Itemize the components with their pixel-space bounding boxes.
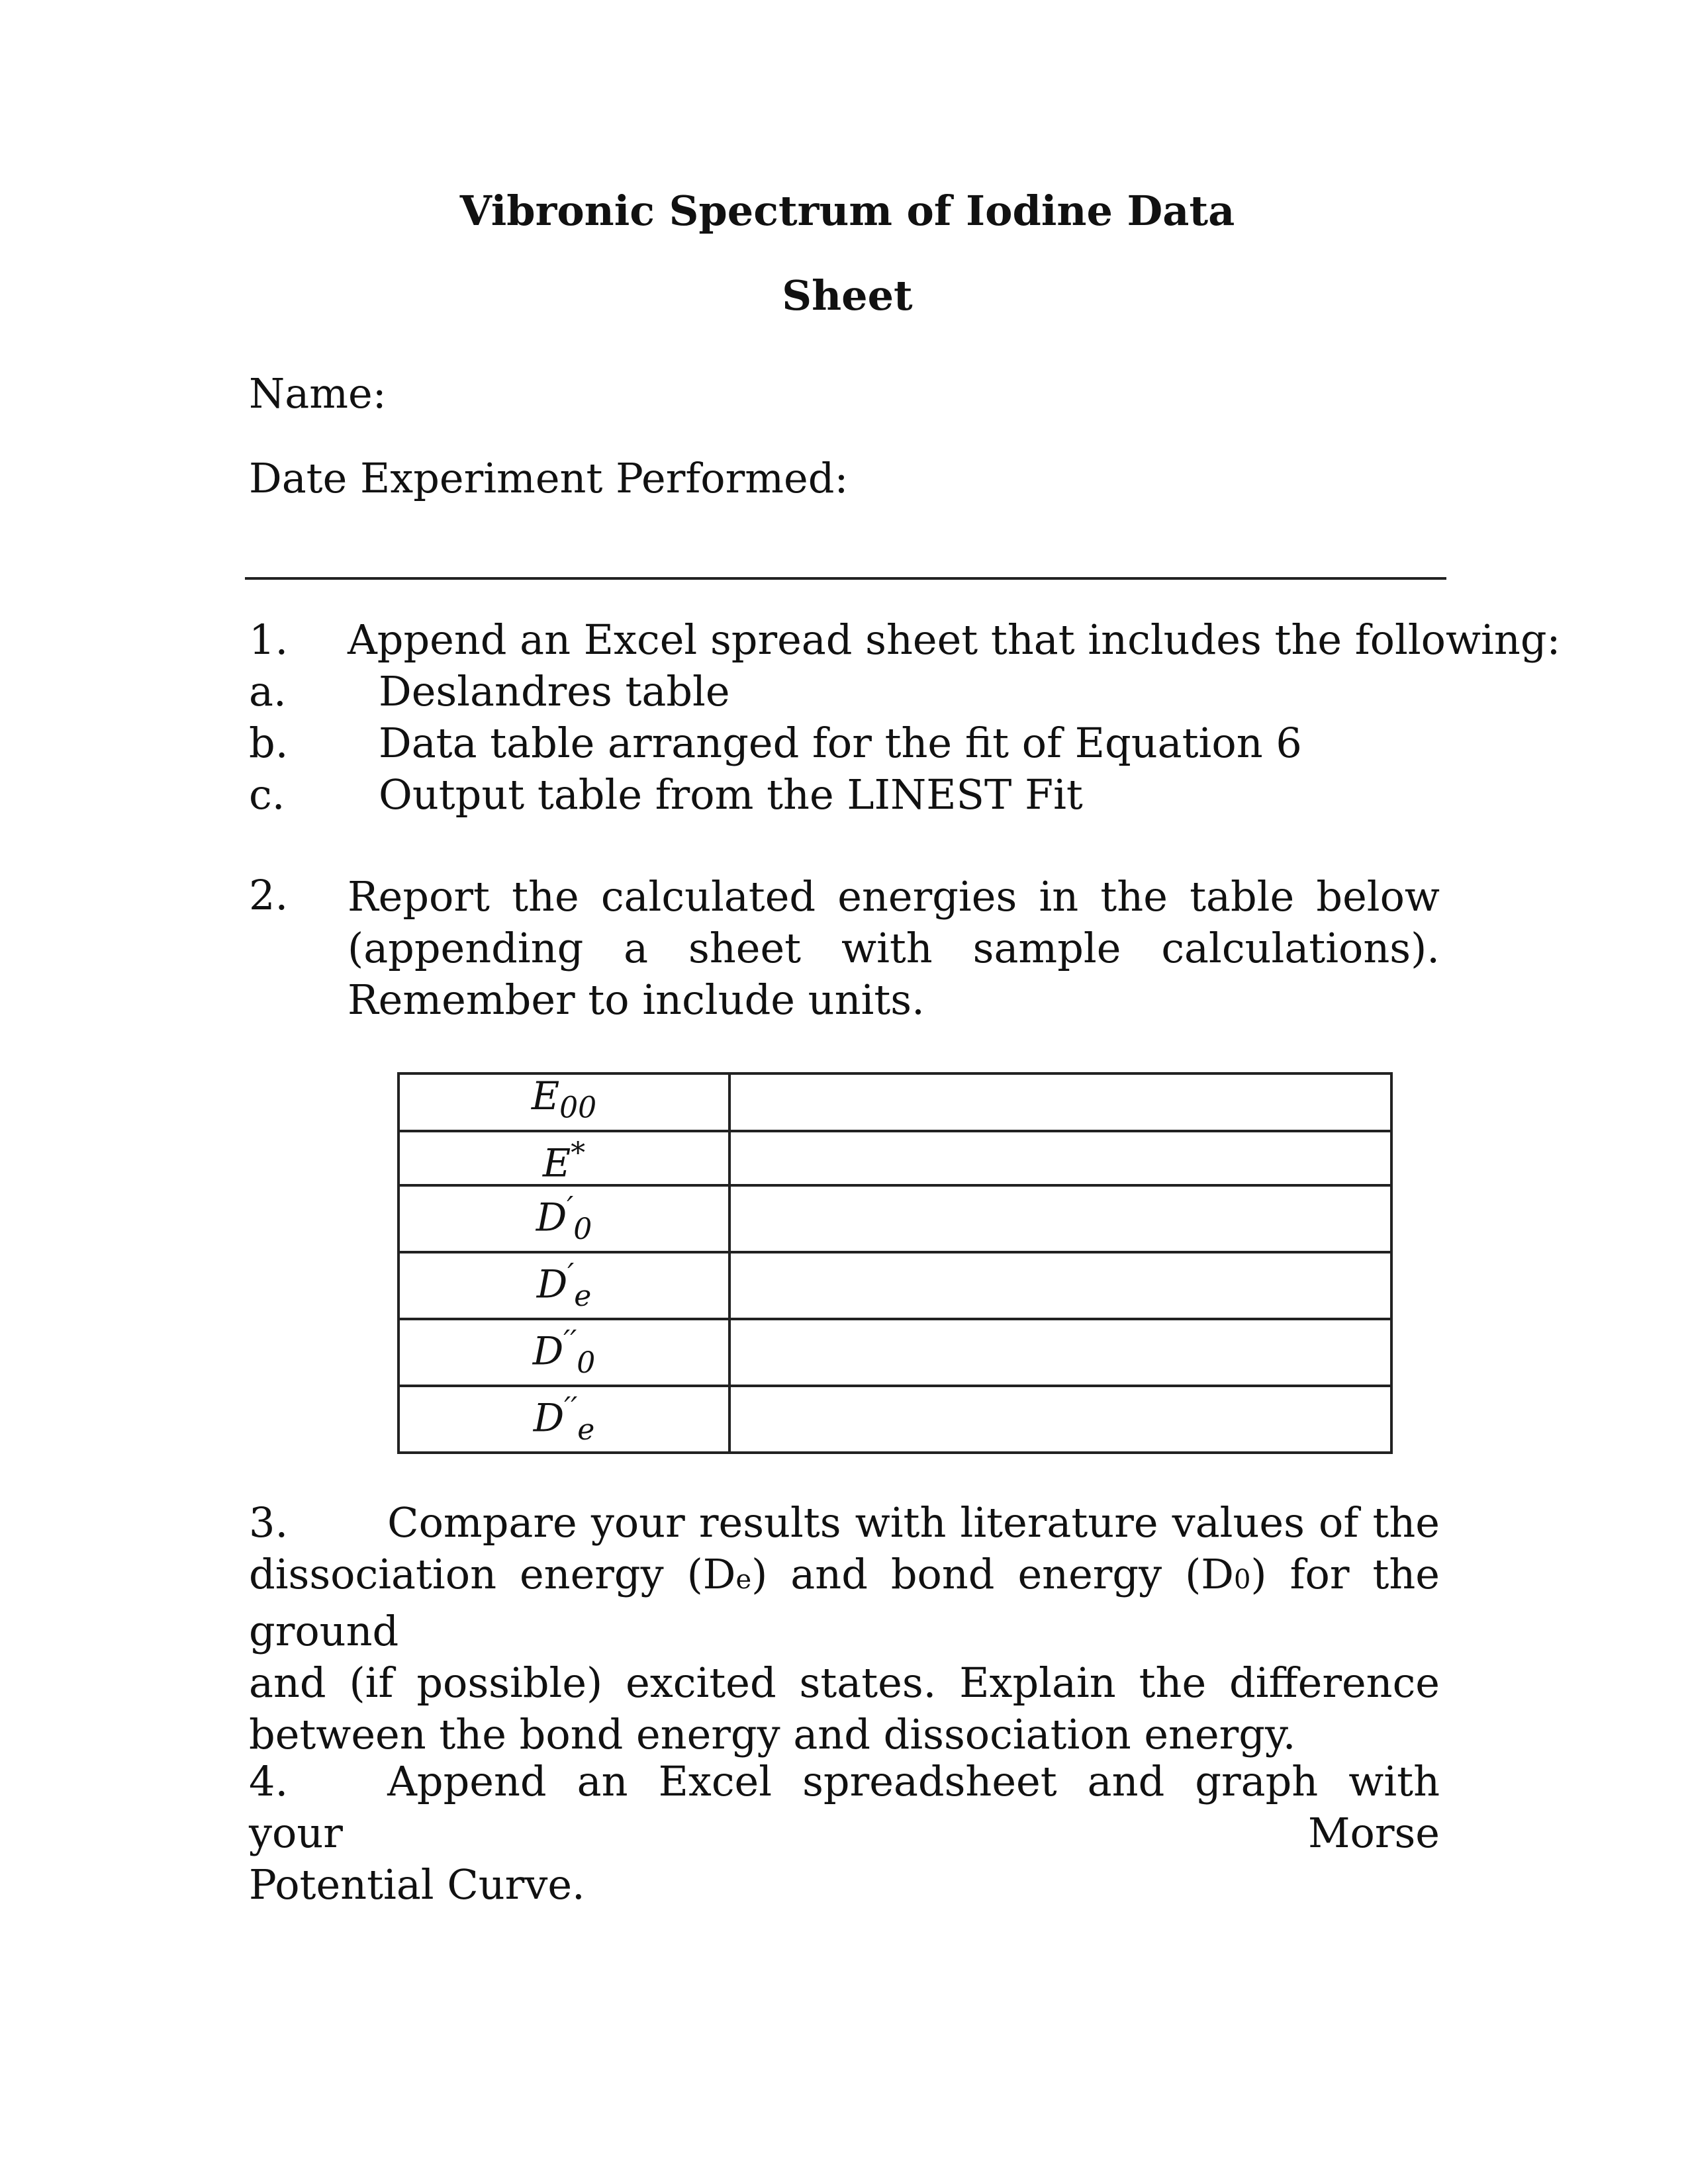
symbol-base: D (533, 1395, 565, 1441)
symbol-sup: ′ (567, 1190, 574, 1224)
q4-text (249, 1756, 1440, 1911)
symbol-base: E (531, 1073, 560, 1118)
energy-value-cell[interactable] (729, 1131, 1391, 1185)
q3-number: 3. (249, 1498, 289, 1547)
date-label: Date Experiment Performed: (249, 454, 849, 502)
q3-text-part: dissociation energy (D (249, 1550, 736, 1598)
q3-text (249, 1497, 1440, 1760)
energy-table (397, 1072, 1393, 1454)
q3-line1-text: Compare your results with literature values of the (387, 1498, 1440, 1547)
table-row (399, 1185, 1391, 1252)
energy-symbol (399, 1185, 729, 1252)
q4-line2: Potential Curve. (249, 1860, 585, 1909)
q1-item-text: Output table from the LINEST Fit (379, 770, 1083, 819)
q4-number: 4. (249, 1757, 289, 1805)
table-row (399, 1319, 1391, 1386)
q4-line1-text: Append an Excel spreadsheet and graph with your Morse (249, 1757, 1440, 1857)
table-row (399, 1073, 1391, 1131)
energy-value-cell[interactable] (729, 1319, 1391, 1386)
q1-text: Append an Excel spread sheet that includes the following: (348, 615, 1561, 664)
energy-symbol (399, 1073, 729, 1131)
energy-value-cell[interactable] (729, 1185, 1391, 1252)
table-row (399, 1386, 1391, 1453)
name-label: Name: (249, 369, 387, 418)
energy-value-cell[interactable] (729, 1073, 1391, 1131)
symbol-base: D (536, 1261, 568, 1307)
q3-text-part: ) for the ground (249, 1550, 1440, 1655)
energy-value-cell[interactable] (729, 1386, 1391, 1453)
symbol-base: D (532, 1328, 564, 1374)
symbol-sup: ′′ (563, 1324, 577, 1358)
symbol-sub: 0 (573, 1212, 592, 1246)
q2-number: 2. (249, 871, 289, 919)
energy-symbol (399, 1131, 729, 1185)
divider (245, 577, 1446, 580)
page-title: Vibronic Spectrum of Iodine Data (459, 187, 1235, 235)
q3-text-part: ) and bond energy (D (751, 1550, 1234, 1598)
symbol-sub: e (574, 1279, 592, 1313)
q3-rest: and (if possible) excited states. Explain the difference between the bond energy and dissociation energy. (249, 1659, 1440, 1758)
q3-subscript: 0 (1233, 1565, 1251, 1595)
page-title-line2: Sheet (782, 271, 913, 320)
symbol-sup: * (571, 1136, 586, 1170)
q3-line2 (249, 1549, 1440, 1657)
symbol-base: E (542, 1140, 571, 1185)
q3-line1 (249, 1497, 1440, 1549)
symbol-sub: 00 (559, 1091, 597, 1125)
energy-value-cell[interactable] (729, 1252, 1391, 1319)
symbol-sup: ′′ (564, 1390, 578, 1425)
q1-number: 1. (249, 615, 289, 664)
energy-symbol (399, 1252, 729, 1319)
q1-item-text: Data table arranged for the fit of Equation 6 (379, 719, 1302, 767)
symbol-sub: e (577, 1412, 595, 1447)
q1-item-marker: a. (249, 667, 287, 715)
energy-symbol (399, 1319, 729, 1386)
table-row (399, 1131, 1391, 1185)
q2-text: Report the calculated energies in the table below (appending a sheet with sample calculations). Remember to include units. (348, 872, 1440, 1024)
q4-line1 (249, 1756, 1440, 1859)
q1-item-marker: b. (249, 719, 289, 767)
q1-item-marker: c. (249, 770, 285, 819)
energy-symbol (399, 1386, 729, 1453)
symbol-sup: ′ (567, 1257, 575, 1291)
symbol-sub: 0 (577, 1345, 596, 1380)
q1-item-text: Deslandres table (379, 667, 730, 715)
table-row (399, 1252, 1391, 1319)
q3-subscript: e (735, 1565, 752, 1595)
symbol-base: D (536, 1195, 567, 1240)
